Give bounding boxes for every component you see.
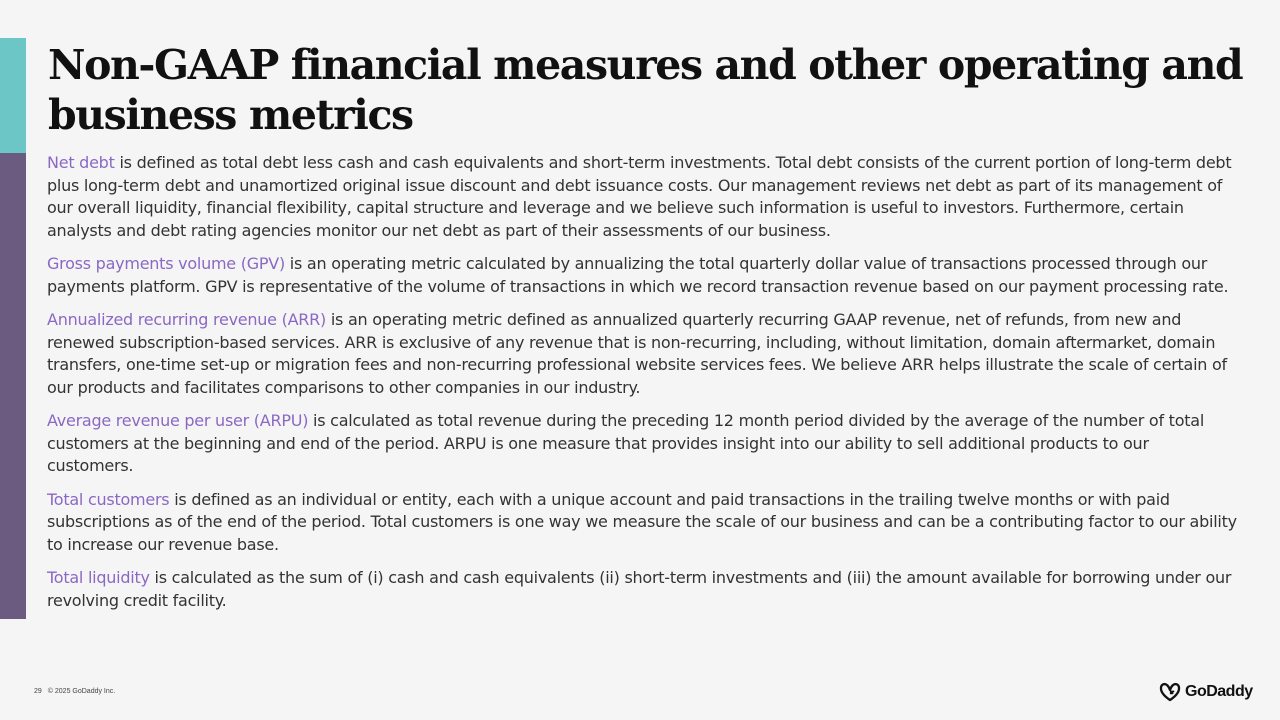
definition-net-debt xyxy=(47,152,1237,242)
definition-total-customers xyxy=(47,489,1237,557)
term-label: Gross payments volume (GPV) xyxy=(47,254,285,273)
page-title: Non-GAAP financial measures and other operating and business metrics xyxy=(48,41,1243,139)
definition-text: is an operating metric defined as annualized quarterly recurring GAAP revenue, net of refunds, from new and renewed subscription-based services. ARR is exclusive of any revenue that is non-recurring, including, without limitation, domain aftermarket, domain transfers, one-time set-up or migration fees and non-recurring professional website services fees. We believe ARR helps illustrate the scale of certain of our products and facilitates comparisons to other companies in our industry. xyxy=(47,310,1227,397)
definition-gpv xyxy=(47,253,1237,298)
definition-text: is calculated as total revenue during the preceding 12 month period divided by the average of the number of total customers at the beginning and end of the period. ARPU is one measure that provides insight into our ability to sell additional products to our customers. xyxy=(47,411,1205,475)
definition-text: is defined as total debt less cash and cash equivalents and short-term investments. Total debt consists of the current portion of long-term debt plus long-term debt and unamortized original issue discount and debt issuance costs. Our management reviews net debt as part of its management of our overall liquidity, financial flexibility, capital structure and leverage and we believe such information is useful to investors. Furthermore, certain analysts and debt rating agencies monitor our net debt as part of their assessments of our business. xyxy=(47,153,1232,240)
godaddy-logo-icon xyxy=(1158,681,1182,703)
term-label: Total liquidity xyxy=(47,568,150,587)
term-label: Annualized recurring revenue (ARR) xyxy=(47,310,327,329)
godaddy-logo xyxy=(1158,680,1253,704)
definitions-list xyxy=(47,152,1237,623)
definition-arpu xyxy=(47,410,1237,478)
definition-text: is defined as an individual or entity, each with a unique account and paid transactions in the trailing twelve months or with paid subscriptions as of the end of the period. Total customers is one way we measure the scale of our business and can be a contributing factor to our ability to increase our revenue base. xyxy=(47,489,1237,554)
page-number: 29 xyxy=(34,688,42,695)
copyright-text: © 2025 GoDaddy Inc. xyxy=(47,688,116,695)
definition-text: is an operating metric calculated by annualizing the total quarterly dollar value of transactions processed through our payments platform. GPV is representative of the volume of transactions in which we record transaction revenue based on our payment processing rate. xyxy=(47,254,1229,296)
definition-arr xyxy=(47,309,1237,399)
definition-total-liquidity xyxy=(47,567,1237,612)
definition-text: is calculated as the sum of (i) cash and cash equivalents (ii) short-term investments and (iii) the amount available for borrowing under our revolving credit facility. xyxy=(47,568,1232,610)
term-label: Average revenue per user (ARPU) xyxy=(47,411,309,430)
term-label: Net debt xyxy=(47,153,115,172)
accent-bar-purple xyxy=(0,153,26,619)
accent-bar-teal xyxy=(0,38,26,153)
footer xyxy=(34,688,121,695)
logo-wordmark: GoDaddy xyxy=(1185,683,1253,700)
term-label: Total customers xyxy=(47,489,170,509)
